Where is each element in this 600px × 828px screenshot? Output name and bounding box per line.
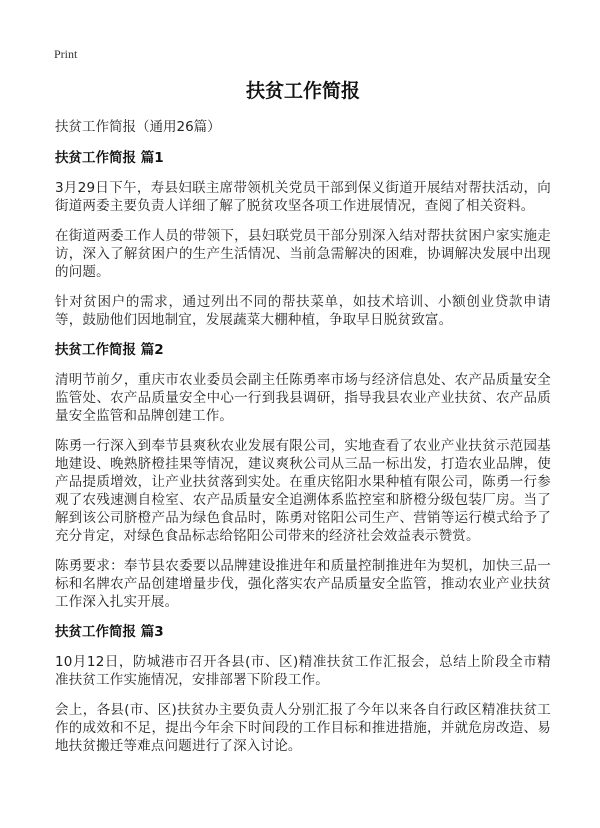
section-heading: 扶贫工作简报 篇3 — [55, 624, 164, 640]
page-title: 扶贫工作简报 — [245, 80, 360, 102]
section-1 — [55, 149, 551, 329]
paragraph: 陈勇一行深入到奉节县爽秋农业发展有限公司，实地查看了农业产业扶贫示范园基地建设、晚熟脐橙挂果等情况，建议爽秋公司从三品一标出发，打造农业品牌，使产品提质增效，让产业扶贫落到实处。在重庆铭阳水果种植有限公司，陈勇一行参观了农残速测自检室、农产品质量安全追溯体系监控室和脐橙分级包装厂房。当了解到该公司脐橙产品为绿色食品时，陈勇对铭阳公司生产、营销等运行模式给予了充分肯定，对绿色食品标志给铭阳公司带来的经济社会效益表示赞赏。 — [55, 438, 551, 544]
section-heading: 扶贫工作简报 篇2 — [55, 342, 164, 358]
paragraph: 10月12日，防城港市召开各县(市、区)精准扶贫工作汇报会，总结上阶段全市精准扶贫工作实施情况，安排部署下阶段工作。 — [55, 654, 551, 688]
section-2 — [55, 341, 551, 611]
paragraph: 在街道两委工作人员的带领下，县妇联党员干部分别深入结对帮扶贫困户家实施走访，深入了解贫困户的生产生活情况、当前急需解决的困难，协调解决发展中出现的问题。 — [55, 228, 551, 280]
document-subtitle: 扶贫工作简报（通用26篇） — [55, 119, 221, 135]
paragraph: 陈勇要求：奉节县农委要以品牌建设推进年和质量控制推进年为契机，加快三品一标和名牌农产品创建增量步伐，强化落实农产品质量安全监管，推动农业产业扶贫工作深入扎实开展。 — [55, 558, 551, 610]
paragraph: 针对贫困户的需求，通过列出不同的帮扶菜单，如技术培训、小额创业贷款申请等，鼓励他们因地制宜，发展蔬菜大棚种植，争取早日脱贫致富。 — [55, 294, 551, 328]
section-3 — [55, 623, 551, 755]
document-body — [55, 78, 551, 767]
paragraph: 会上，各县(市、区)扶贫办主要负责人分别汇报了今年以来各自行政区精准扶贫工作的成效和不足，提出今年余下时间段的工作目标和推进措施，并就危房改造、易地扶贫搬迁等难点问题进行了深入讨论。 — [55, 702, 551, 754]
paragraph: 3月29日下午，寿县妇联主席带领机关党员干部到保义街道开展结对帮扶活动，向街道两委主要负责人详细了解了脱贫攻坚各项工作进展情况，查阅了相关资料。 — [55, 180, 551, 214]
print-label[interactable]: Print — [54, 47, 78, 61]
paragraph: 清明节前夕，重庆市农业委员会副主任陈勇率市场与经济信息处、农产品质量安全监管处、农产品质量安全中心一行到我县调研，指导我县农业产业扶贫、农产品质量安全监管和品牌创建工作。 — [55, 372, 551, 424]
section-heading: 扶贫工作简报 篇1 — [55, 150, 164, 166]
